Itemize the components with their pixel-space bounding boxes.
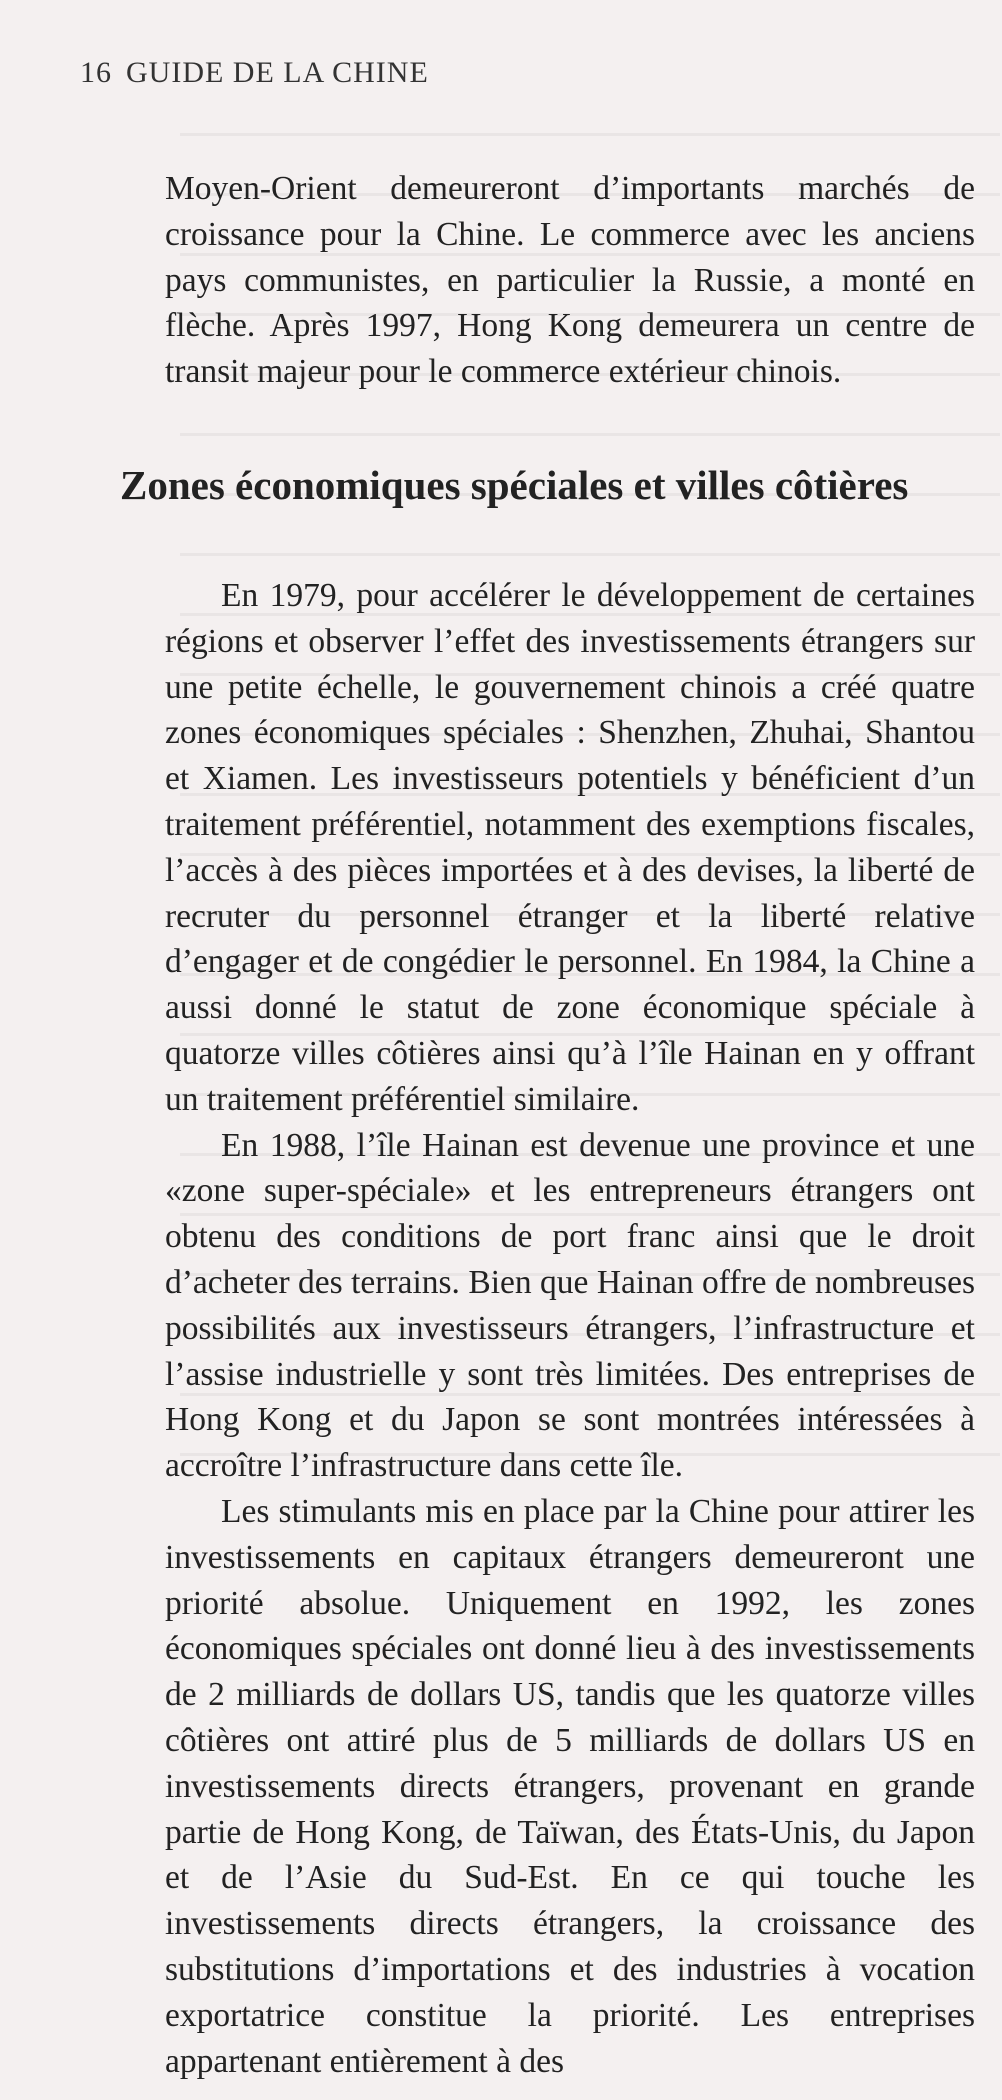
section-body (165, 573, 975, 2084)
running-title: GUIDE DE LA CHINE (126, 56, 429, 89)
paragraph-1: En 1979, pour accélérer le développement de certaines régions et observer l’effet des investissements étrangers sur une petite échelle, le gouvernement chinois a créé quatre zones économiques spéciales : Shenzhen, Zhuhai, Shantou et Xiamen. Les investisseurs potentiels y bénéficient d’un traitement préférentiel, notamment des exemptions fiscales, l’accès à des pièces importées et à des devises, la liberté de recruter du personnel étranger et la liberté relative d’engager et de congédier le personnel. En 1984, la Chine a aussi donné le statut de zone économique spéciale à quatorze villes côtières ainsi qu’à l’île Hainan en y offrant un traitement préférentiel similaire. (165, 577, 975, 1118)
intro-paragraph: Moyen-Orient demeureront d’importants marchés de croissance pour la Chine. Le commerce avec les anciens pays communistes, en particulier la Russie, a monté en flèche. Après 1997, Hong Kong demeurera un centre de transit majeur pour le commerce extérieur chinois. (165, 170, 975, 391)
section-heading: Zones économiques spéciales et villes côtières (120, 462, 909, 508)
intro-text-block (165, 166, 975, 395)
page-number: 16 (80, 56, 112, 89)
paragraph-2: En 1988, l’île Hainan est devenue une province et une «zone super-spéciale» et les entrepreneurs étrangers ont obtenu des conditions de port franc ainsi que le droit d’acheter des terrains. Bien que Hainan offre de nombreuses possibilités aux investisseurs étrangers, l’infrastructure et l’assise industrielle y sont très limitées. Des entreprises de Hong Kong et du Japon se sont montrées intéressées à accroître l’infrastructure dans cette île. (165, 1126, 975, 1485)
running-header (80, 56, 429, 90)
paragraph-3: Les stimulants mis en place par la Chine pour attirer les investissements en capitaux étrangers demeureront une priorité absolue. Uniquement en 1992, les zones économiques spéciales ont donné lieu à des investissements de 2 milliards de dollars US, tandis que les quatorze villes côtières ont attiré plus de 5 milliards de dollars US en investissements directs étrangers, provenant en grande partie de Hong Kong, de Taïwan, des États-Unis, du Japon et de l’Asie du Sud-Est. En ce qui touche les investissements directs étrangers, la croissance des substitutions d’importations et des industries à vocation exportatrice constitue la priorité. Les entreprises appartenant entièrement à des (165, 1492, 975, 2080)
